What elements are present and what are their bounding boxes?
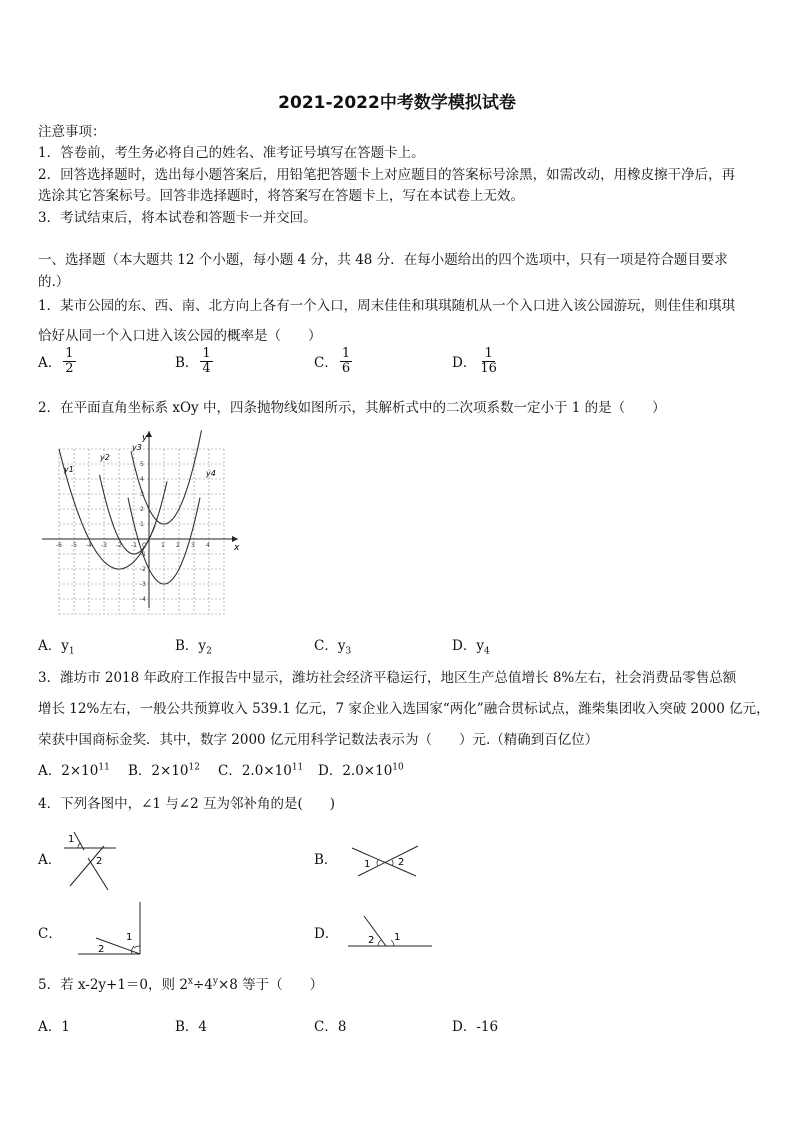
option-label: D．: [318, 763, 343, 779]
option-base: 2×10: [61, 763, 99, 779]
x-tick-label: 3: [191, 542, 195, 549]
curve-label-y3: y3: [132, 443, 142, 452]
q3-option-d[interactable]: [318, 759, 404, 779]
fraction: [340, 347, 352, 375]
angle-1-label: 1: [364, 859, 371, 870]
fraction: [63, 347, 75, 375]
curve-label-y4: y4: [206, 469, 216, 478]
q4-option-d[interactable]: D．: [314, 926, 339, 942]
question-1-text: 1．某市公园的东、西、南、北方向上各有一个入口，周末佳佳和琪琪随机从一个入口进入该公园游玩，则佳佳和琪琪: [38, 298, 736, 314]
option-label: A．: [38, 355, 62, 372]
angle-figure-a: [60, 828, 120, 890]
q5-option-c[interactable]: [314, 1015, 346, 1035]
q2-option-b[interactable]: [175, 634, 212, 657]
option-label: B．: [175, 638, 199, 654]
option-exponent: 11: [98, 762, 110, 773]
parabola-graph: [38, 428, 238, 613]
q2-option-a[interactable]: [38, 634, 75, 657]
q5-text-prefix: 5．若 x-2y+1＝0，则 2: [38, 977, 188, 993]
x-tick-label: -5: [71, 542, 77, 549]
numerator: 1: [65, 346, 74, 361]
grid: [59, 449, 224, 614]
x-tick-label: 1: [161, 542, 165, 549]
option-label: C．: [314, 355, 338, 372]
q1-option-d[interactable]: [452, 347, 499, 375]
curve-label-y1: y1: [64, 465, 74, 474]
angle-1-label: 1: [394, 932, 401, 943]
q5-option-b[interactable]: [175, 1015, 207, 1035]
y-tick-label: -2: [140, 566, 146, 573]
angle-2-label: 2: [398, 857, 405, 868]
question-3-text-cont: 增长 12%左右，一般公共预算收入 539.1 亿元，7 家企业入选国家“两化”融合贯标试点，潍柴集团收入突破 2000 亿元，: [38, 701, 770, 717]
option-label: C．: [218, 763, 242, 779]
q1-option-b[interactable]: [175, 347, 213, 375]
q5-exponent-x: x: [187, 976, 193, 987]
notice-item: 1．答卷前，考生务必将自己的姓名、准考证号填写在答题卡上。: [38, 145, 425, 161]
section-heading: 一、选择题（本大题共 12 个小题，每小题 4 分，共 48 分．在每小题给出的四个选项中，只有一项是符合题目要求: [38, 252, 728, 268]
option-value: -16: [476, 1019, 499, 1035]
numerator: 1: [484, 346, 493, 361]
denominator: 4: [202, 360, 211, 376]
option-base: 2.0×10: [241, 763, 292, 779]
q1-option-c[interactable]: [314, 347, 352, 375]
fraction: [200, 347, 212, 375]
option-subscript: 4: [483, 646, 490, 657]
y-tick-label: 1: [140, 521, 144, 528]
notice-item: 2．回答选择题时，选出每小题答案后，用铅笔把答题卡上对应题目的答案标号涂黑，如需改动，用橡皮擦干净后，再: [38, 167, 736, 183]
x-tick-label: -2: [116, 542, 122, 549]
numerator: 1: [341, 346, 351, 361]
option-label: C．: [314, 1019, 338, 1035]
option-label: B．: [175, 355, 199, 372]
option-label: D．: [452, 355, 477, 372]
q2-option-c[interactable]: [314, 634, 352, 657]
fraction: [478, 347, 499, 375]
option-subscript: 1: [68, 646, 75, 657]
y-tick-labels: [140, 461, 146, 603]
y-tick-label: 3: [140, 491, 144, 498]
option-label: B．: [128, 763, 152, 779]
q5-text-suffix: ×8 等于（ ）: [217, 977, 324, 993]
option-exponent: 12: [188, 762, 200, 773]
option-label: A．: [38, 763, 62, 779]
option-label: C．: [314, 638, 338, 654]
denominator: 16: [480, 360, 497, 376]
q4-option-a[interactable]: A．: [38, 852, 62, 868]
q5-exponent-y: y: [212, 976, 218, 987]
option-var: y: [61, 638, 69, 654]
x-tick-label: 2: [176, 542, 180, 549]
x-tick-label: -3: [101, 542, 107, 549]
x-tick-label: 4: [206, 542, 210, 549]
question-4-text: 4．下列各图中，∠1 与∠2 互为邻补角的是( ): [38, 796, 336, 812]
x-axis-arrow: [232, 536, 238, 542]
option-var: y: [476, 638, 484, 654]
angle-figure-d: [346, 912, 436, 952]
angle-2-label: 2: [96, 856, 103, 867]
x-tick-label: -1: [131, 542, 137, 549]
q3-option-b[interactable]: [128, 759, 200, 779]
option-var: y: [198, 638, 207, 654]
y-tick-label: -3: [140, 581, 146, 588]
numerator: 1: [202, 346, 211, 361]
option-label: D．: [452, 638, 477, 654]
y-tick-label: -1: [140, 551, 146, 558]
denominator: 6: [341, 360, 351, 376]
y-tick-label: 4: [140, 476, 144, 483]
question-3-text: 3．潍坊市 2018 年政府工作报告中显示，潍坊社会经济平稳运行，地区生产总值增长 8%左右，社会消费品零售总额: [38, 670, 737, 686]
q5-option-d[interactable]: [452, 1015, 498, 1035]
q3-option-c[interactable]: [218, 759, 303, 779]
option-var: y: [337, 638, 346, 654]
q4-option-c[interactable]: C．: [38, 926, 62, 942]
q1-option-a[interactable]: [38, 347, 76, 375]
x-tick-label: -6: [56, 542, 62, 549]
option-exponent: 10: [392, 762, 404, 773]
section-heading-cont: 的.）: [38, 274, 70, 290]
option-exponent: 11: [291, 762, 304, 773]
angle-1-label: 1: [126, 932, 133, 943]
y-tick-label: 5: [140, 461, 144, 468]
angle-1-label: 1: [68, 834, 75, 845]
x-tick-label: -4: [86, 542, 92, 549]
option-subscript: 2: [206, 646, 212, 657]
option-label: A．: [38, 638, 62, 654]
option-base: 2.0×10: [342, 763, 393, 779]
x-axis-label: x: [234, 543, 240, 553]
angle-figure-c: [76, 900, 146, 958]
y-axis-label: y: [142, 433, 148, 443]
question-5-text: [38, 973, 323, 993]
option-label: B．: [175, 1019, 199, 1035]
denominator: 2: [65, 360, 74, 376]
q5-text-mid: ÷4: [192, 977, 213, 993]
x-tick-label: O: [142, 542, 147, 549]
q5-option-a[interactable]: [38, 1015, 70, 1035]
option-base: 2×10: [151, 763, 189, 779]
angle-figure-b: [348, 840, 420, 880]
option-value: 8: [337, 1019, 347, 1035]
q3-option-a[interactable]: [38, 759, 110, 779]
question-3-text-cont: 荣获中国商标金奖．其中，数字 2000 亿元用科学记数法表示为（ ）元.（精确到百亿位）: [38, 732, 599, 748]
curve-label-y2: y2: [100, 453, 110, 462]
q2-option-d[interactable]: [452, 634, 490, 657]
option-value: 1: [61, 1019, 70, 1035]
notice-item: 3．考试结束后，将本试卷和答题卡一并交回。: [38, 210, 317, 226]
option-label: D．: [452, 1019, 477, 1035]
question-1-text-cont: 恰好从同一个入口进入该公园的概率是（ ）: [38, 328, 322, 344]
option-subscript: 3: [345, 646, 352, 657]
y-tick-label: 2: [140, 506, 144, 513]
notice-heading: 注意事项：: [38, 124, 106, 140]
q4-option-b[interactable]: B．: [314, 852, 338, 868]
question-2-text: 2．在平面直角坐标系 xOy 中，四条抛物线如图所示，其解析式中的二次项系数一定小于 1 的是（ ）: [38, 400, 666, 416]
angle-2-label: 2: [368, 935, 375, 946]
option-label: A．: [38, 1019, 62, 1035]
notice-item: 选涂其它答案标号。回答非选择题时，将答案写在答题卡上，写在本试卷上无效。: [38, 188, 524, 204]
y-tick-label: -4: [140, 596, 146, 603]
page-title: 2021-2022中考数学模拟试卷: [278, 93, 516, 113]
angle-2-label: 2: [98, 944, 105, 955]
option-value: 4: [198, 1019, 208, 1035]
